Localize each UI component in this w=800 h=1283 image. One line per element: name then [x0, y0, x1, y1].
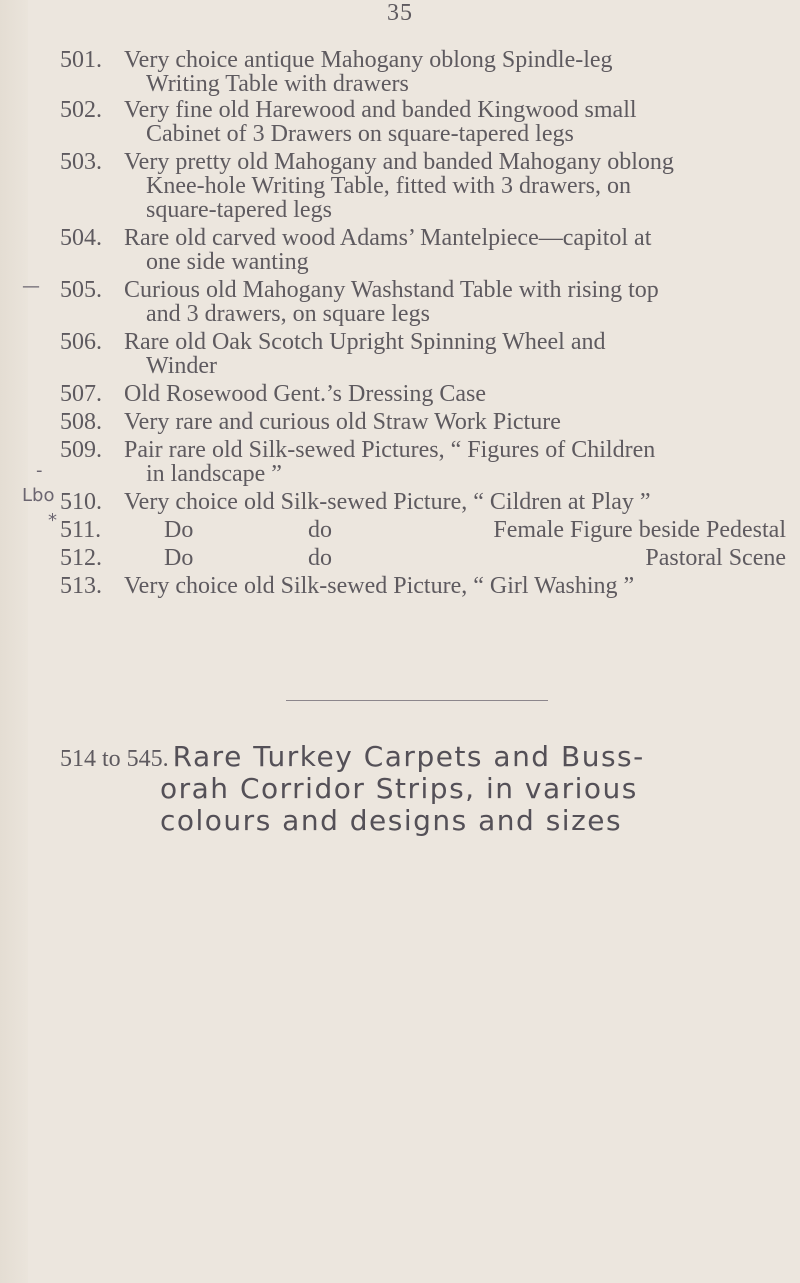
page-number: 35: [387, 0, 413, 26]
lot-entry-503: [60, 150, 800, 222]
lot-entry-506: [60, 330, 800, 378]
lot-number: 502.: [60, 97, 102, 123]
lot-description: Rare old Oak Scotch Upright Spinning Wheel and Winder: [124, 329, 606, 379]
lot-group-title: Rare Turkey Carpets and Buss-: [172, 740, 645, 773]
lot-number: 507.: [60, 381, 102, 407]
lot-number: 513.: [60, 573, 102, 599]
lot-number: 504.: [60, 225, 102, 251]
lot-description: Curious old Mahogany Washstand Table with rising top and 3 drawers, on square legs: [124, 277, 659, 327]
lot-number: 503.: [60, 149, 102, 175]
lot-entry-507: [60, 382, 800, 406]
lot-number: 501.: [60, 47, 102, 73]
lot-entry-513: [60, 574, 800, 598]
lot-description: Very pretty old Mahogany and banded Mahogany oblong Knee-hole Writing Table, fitted with 3 drawers, on square-tapered legs: [124, 149, 674, 223]
lot-number: 512.: [60, 545, 102, 571]
page-edge: [0, 0, 28, 1283]
lot-description: Do do Pastoral Scene: [164, 545, 786, 571]
lot-entry-509: [60, 438, 800, 486]
lot-entry-511: [60, 518, 800, 542]
lot-entry-501: [60, 48, 800, 96]
lot-entry-502: [60, 98, 800, 146]
lot-entry-504: [60, 226, 800, 274]
lot-group-line-3: colours and designs and sizes: [160, 804, 623, 837]
margin-mark-508: Lbo: [22, 485, 55, 506]
margin-mark-507: -: [36, 460, 43, 481]
lot-description: Old Rosewood Gent.’s Dressing Case: [124, 381, 486, 407]
lot-entry-512: [60, 546, 800, 570]
lot-entry-505: [60, 278, 800, 326]
lot-number: 511.: [60, 517, 102, 543]
margin-mark-504: —: [22, 276, 40, 297]
lot-description: Very fine old Harewood and banded Kingwood small Cabinet of 3 Drawers on square-tapered legs: [124, 97, 637, 147]
margin-mark-509: *: [48, 510, 57, 531]
lot-entry-510: [60, 490, 800, 514]
lot-number: 509.: [60, 437, 102, 463]
lot-description: Pair rare old Silk-sewed Pictures, “ Figures of Children in landscape ”: [124, 437, 656, 487]
lot-description: Very choice antique Mahogany oblong Spindle-leg Writing Table with drawers: [124, 47, 613, 97]
lot-description: Very choice old Silk-sewed Picture, “ Girl Washing ”: [124, 573, 635, 599]
lot-description: Very choice old Silk-sewed Picture, “ Cildren at Play ”: [124, 489, 651, 515]
lot-number: 506.: [60, 329, 102, 355]
lot-group-line-2: orah Corridor Strips, in various: [160, 772, 638, 805]
lot-number: 505.: [60, 277, 102, 303]
lot-list: [60, 48, 800, 602]
lot-number: 508.: [60, 409, 102, 435]
carpet-lot-group: [60, 740, 780, 837]
lot-entry-508: [60, 410, 800, 434]
lot-description: Very rare and curious old Straw Work Picture: [124, 409, 561, 435]
section-divider: [286, 700, 548, 701]
lot-description: Do do Female Figure beside Pedestal: [164, 517, 786, 543]
lot-number: 510.: [60, 489, 102, 515]
lot-range: 514 to 545.: [60, 746, 169, 772]
lot-description: Rare old carved wood Adams’ Mantelpiece—capitol at one side wanting: [124, 225, 652, 275]
